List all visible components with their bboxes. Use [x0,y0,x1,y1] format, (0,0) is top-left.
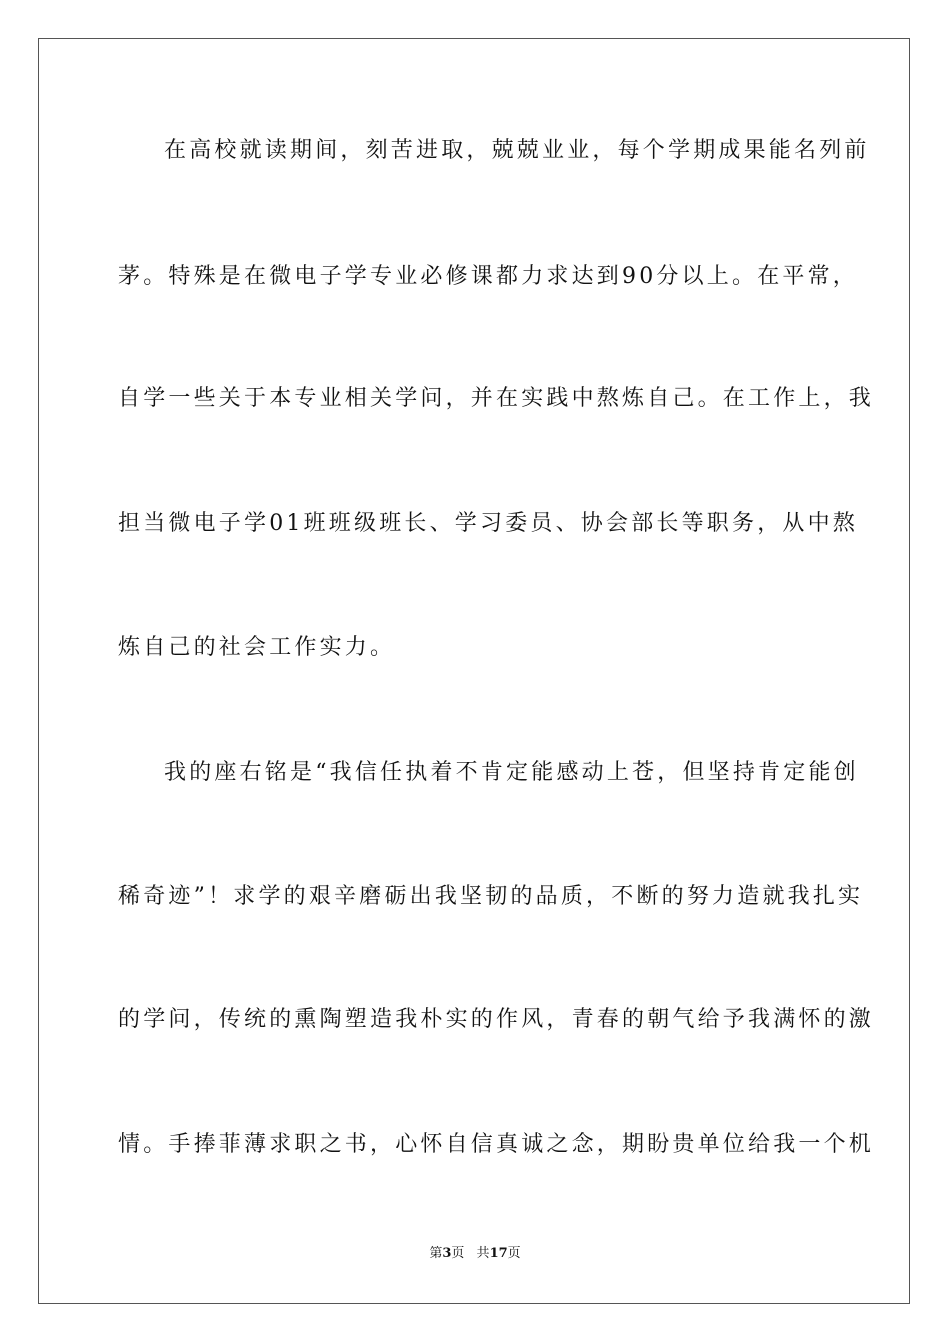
text-line: 炼自己的社会工作实力。 [118,635,396,660]
text-line: 茅。特殊是在微电子学专业必修课都力求达到90分以上。在平常， [118,264,858,289]
text-line: 的学问，传统的熏陶塑造我朴实的作风，青春的朝气给予我满怀的激 [118,1007,875,1032]
text-line: 担当微电子学01班班级班长、学习委员、协会部长等职务，从中熬 [118,511,858,536]
page-border [38,38,910,1304]
text-line: 自学一些关于本专业相关学问，并在实践中熬炼自己。在工作上，我 [118,386,875,411]
page-indicator: 第3页 [429,1246,465,1261]
page-footer [0,1245,950,1263]
text-line: 我的座右铭是“我信任执着不肯定能感动上苍，但坚持肯定能创 [164,760,859,785]
total-pages-indicator: 共17页 [476,1246,521,1261]
text-line: 稀奇迹”！求学的艰辛磨砺出我坚韧的品质，不断的努力造就我扎实 [118,884,864,909]
text-line: 在高校就读期间，刻苦进取，兢兢业业，每个学期成果能名列前 [164,138,870,163]
text-line: 情。手捧菲薄求职之书，心怀自信真诚之念，期盼贵单位给我一个机 [118,1132,875,1157]
